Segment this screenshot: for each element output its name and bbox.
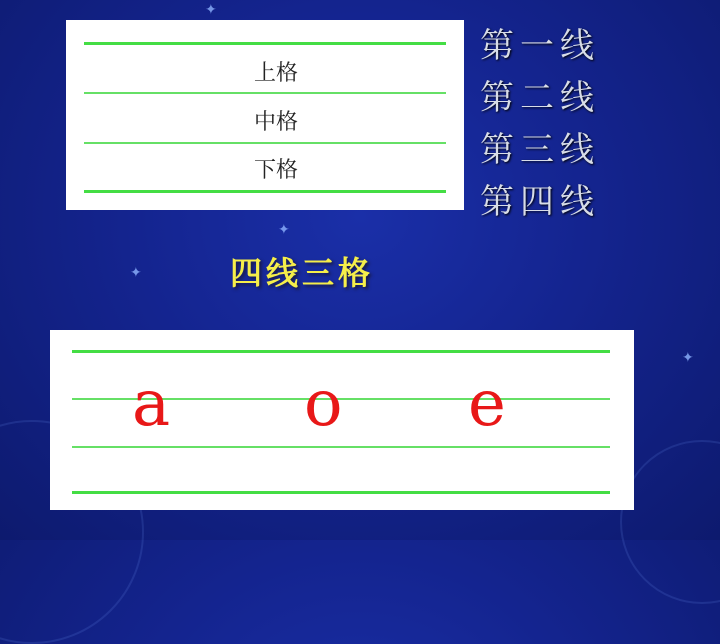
line-name-4: 第四线 <box>480 182 600 222</box>
sparkle-icon: ✦ <box>278 222 290 238</box>
sparkle-icon: ✦ <box>682 350 694 366</box>
grid-line-2 <box>84 92 446 94</box>
grid-line-3 <box>72 446 610 448</box>
four-line-grid-diagram <box>66 20 464 210</box>
sparkle-icon: ✦ <box>130 265 142 281</box>
line-name-2: 第二线 <box>480 78 600 118</box>
decorative-circle <box>620 440 720 604</box>
line-name-1: 第一线 <box>480 26 600 66</box>
letter-a: a <box>132 367 171 441</box>
cell-label-middle: 中格 <box>253 110 298 135</box>
cell-label-upper: 上格 <box>253 61 298 86</box>
sparkle-icon: ✦ <box>205 2 217 18</box>
cell-label-lower: 下格 <box>253 158 298 183</box>
grid-line-1 <box>84 42 446 45</box>
grid-line-4 <box>84 190 446 193</box>
letter-o: o <box>304 367 343 441</box>
letter-e: e <box>468 367 506 441</box>
grid-line-1 <box>72 350 610 353</box>
page-title: 四线三格 <box>230 254 375 292</box>
line-name-3: 第三线 <box>480 130 600 170</box>
grid-line-4 <box>72 491 610 494</box>
grid-line-3 <box>84 142 446 144</box>
